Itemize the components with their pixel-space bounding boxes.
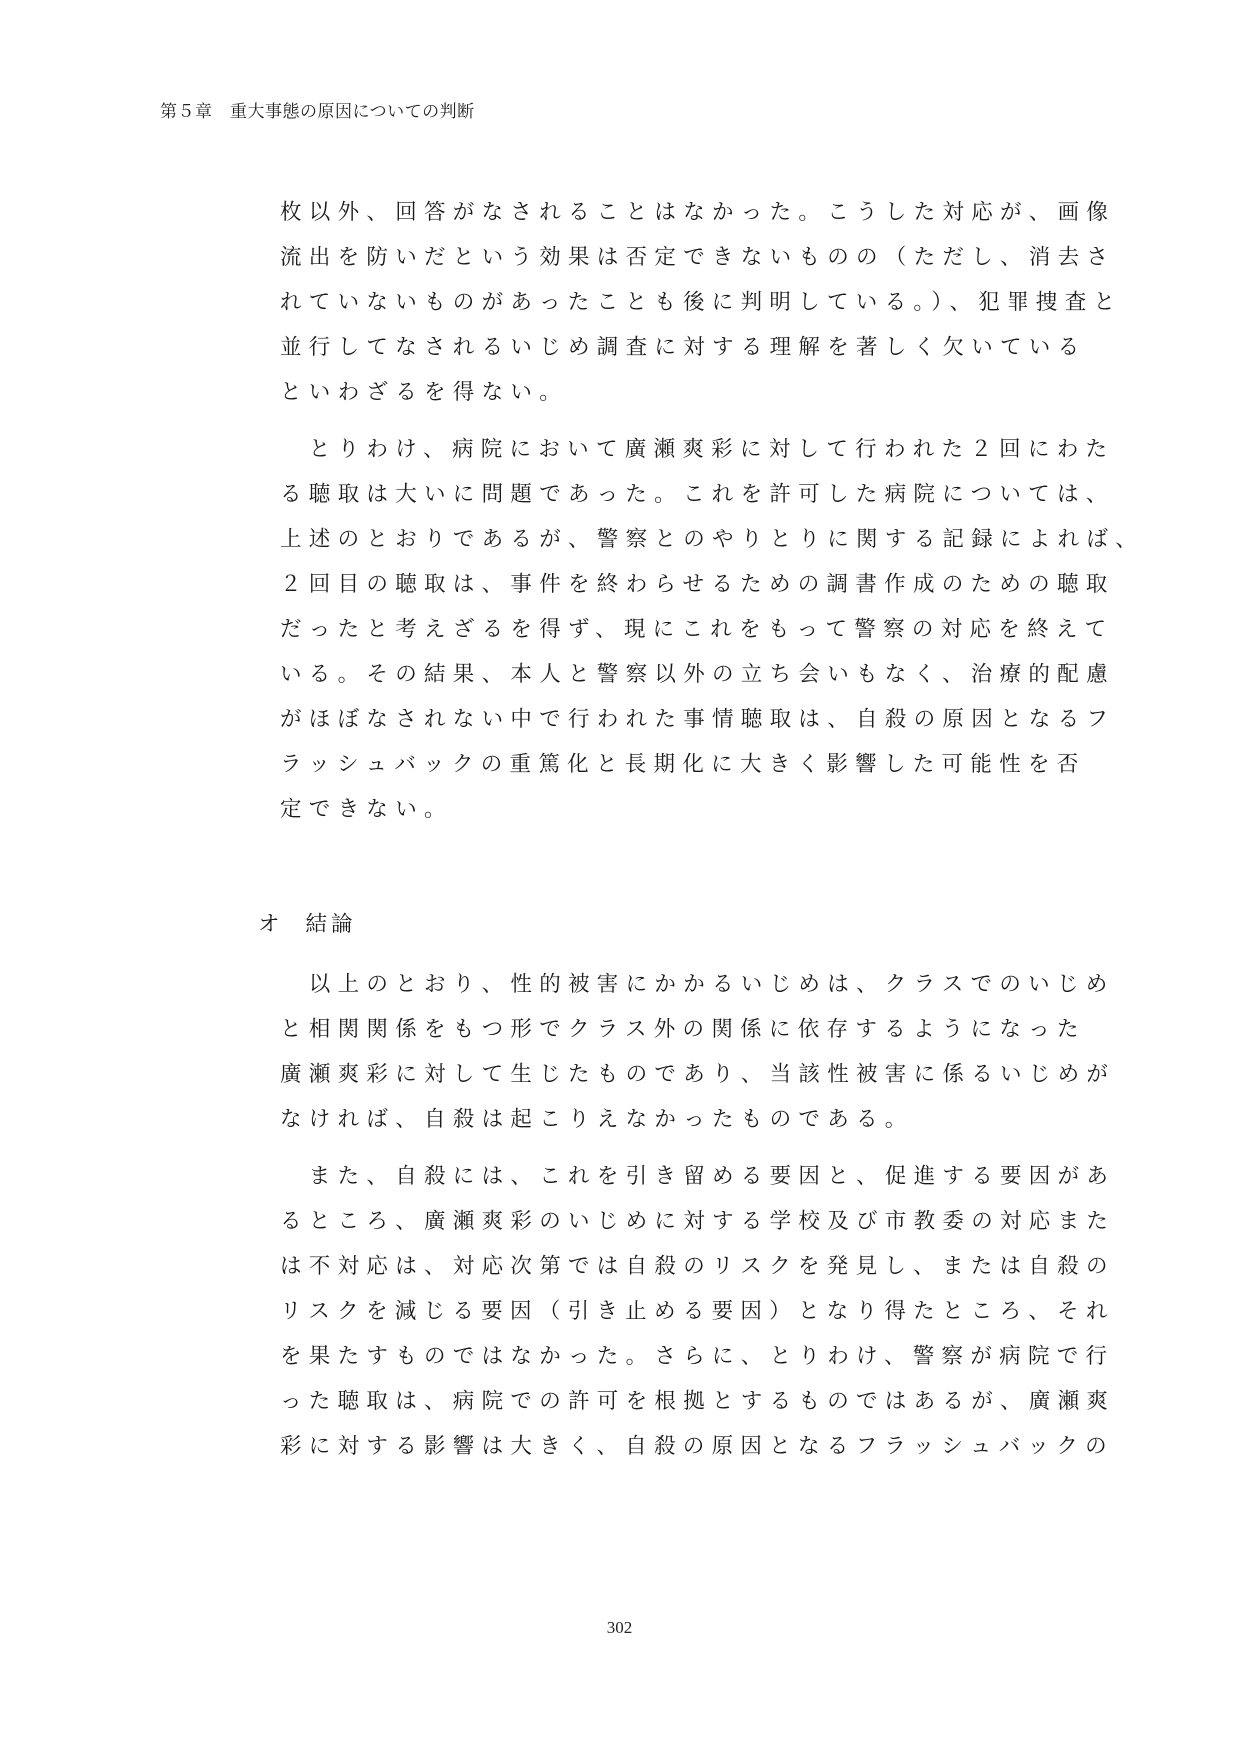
body-line: 定できない。 bbox=[280, 797, 453, 822]
body-line: は不対応は、対応次第では自殺のリスクを発見し、または自殺の bbox=[280, 1254, 1115, 1279]
body-line: を果たすものではなかった。さらに、とりわけ、警察が病院で行 bbox=[280, 1344, 1115, 1369]
body-line: れていないものがあったことも後に判明している。）、犯罪捜査と bbox=[280, 290, 1123, 315]
section-marker: オ bbox=[258, 912, 280, 937]
body-line: がほぼなされない中で行われた事情聴取は、自殺の原因となるフ bbox=[280, 707, 1116, 732]
body-line: と相関関係をもつ形でクラス外の関係に依存するようになった bbox=[280, 1017, 1086, 1042]
body-line: 廣瀬爽彩に対して生じたものであり、当該性被害に係るいじめが bbox=[280, 1062, 1116, 1087]
body-line: る聴取は大いに問題であった。これを許可した病院については、 bbox=[280, 482, 1115, 507]
body-line: 流出を防いだという効果は否定できないものの（ただし、消去さ bbox=[280, 245, 1116, 270]
body-line: 枚以外、回答がなされることはなかった。こうした対応が、画像 bbox=[280, 200, 1116, 225]
body-line: 並行してなされるいじめ調査に対する理解を著しく欠いている bbox=[280, 335, 1087, 360]
body-line: だったと考えざるを得ず、現にこれをもって警察の対応を終えて bbox=[280, 617, 1114, 642]
page-number: 302 bbox=[606, 1618, 633, 1637]
body-line: といわざるを得ない。 bbox=[280, 380, 569, 405]
body-line: なければ、自殺は起こりえなかったものである。 bbox=[280, 1107, 914, 1132]
body-line: とりわけ、病院において廣瀬爽彩に対して行われた２回にわた bbox=[280, 437, 1115, 462]
body-line: 上述のとおりであるが、警察とのやりとりに関する記録によれば、 bbox=[280, 527, 1145, 552]
section-title: 結論 bbox=[305, 912, 357, 937]
section-heading bbox=[258, 914, 357, 936]
body-line: った聴取は、病院での許可を根拠とするものではあるが、廣瀬爽 bbox=[280, 1389, 1116, 1414]
body-line: 彩に対する影響は大きく、自殺の原因となるフラッシュバックの bbox=[280, 1434, 1114, 1459]
body-line: ラッシュバックの重篤化と長期化に大きく影響した可能性を否 bbox=[280, 752, 1086, 777]
body-line: リスクを減じる要因（引き止める要因）となり得たところ、それ bbox=[280, 1299, 1115, 1324]
chapter-header: 第５章 重大事態の原因についての判断 bbox=[160, 102, 475, 122]
body-line: ２回目の聴取は、事件を終わらせるための調書作成のための聴取 bbox=[280, 572, 1115, 597]
body-line: いる。その結果、本人と警察以外の立ち会いもなく、治療的配慮 bbox=[280, 662, 1115, 687]
body-line: また、自殺には、これを引き留める要因と、促進する要因があ bbox=[280, 1164, 1116, 1189]
body-line: るところ、廣瀬爽彩のいじめに対する学校及び市教委の対応また bbox=[280, 1209, 1116, 1234]
body-line: 以上のとおり、性的被害にかかるいじめは、クラスでのいじめ bbox=[280, 972, 1115, 997]
